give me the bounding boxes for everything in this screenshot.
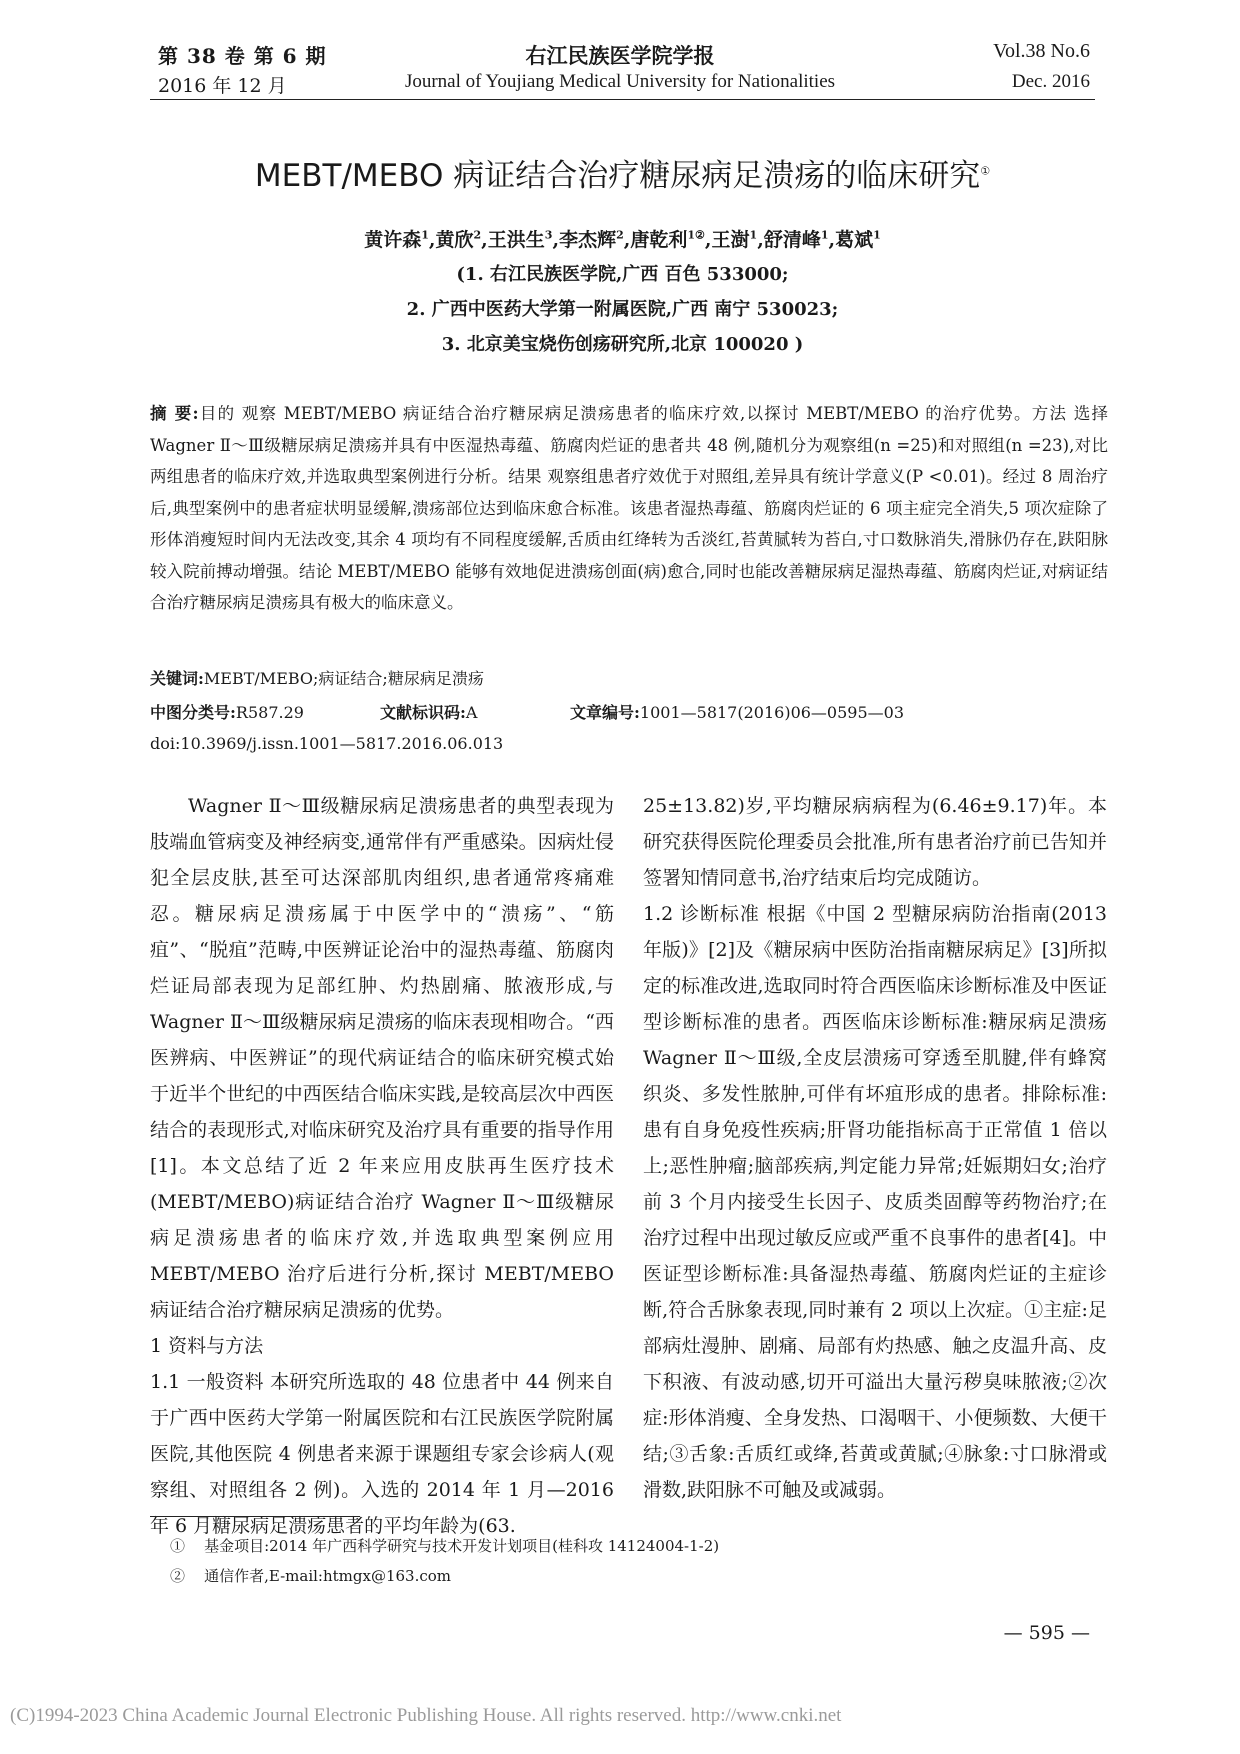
header-volume-en: Vol.38 No.6 bbox=[993, 40, 1090, 62]
keywords-text: MEBT/MEBO;病证结合;糖尿病足溃疡 bbox=[203, 669, 484, 688]
clc-number: 中图分类号:R587.29 bbox=[150, 703, 304, 722]
author: 黄许森$^1$ bbox=[364, 228, 429, 251]
header-date-cn: 2016 年 12 月 bbox=[158, 75, 287, 97]
header-volume-cn: 第 38 卷 第 6 期 bbox=[158, 44, 327, 68]
abstract bbox=[150, 398, 1108, 619]
section-heading: 1 资料与方法 bbox=[150, 1335, 264, 1357]
author: 王洪生$^3$ bbox=[487, 228, 553, 251]
article-title bbox=[150, 150, 1095, 195]
header-journal-cn: 右江民族医学院学报 bbox=[525, 43, 715, 68]
copyright-footer[interactable]: (C)1994-2023 China Academic Journal Electronic Publishing House. All rights reserved. http://www.cnki.net bbox=[10, 1705, 842, 1726]
body-column-left bbox=[150, 788, 614, 1544]
affiliation-3: 3. 北京美宝烧伤创疡研究所,北京 100020 ) bbox=[441, 334, 804, 355]
author: 李杰辉$^2$ bbox=[559, 228, 624, 251]
article-title-text: MEBT/MEBO 病证结合治疗糖尿病足溃疡的临床研究 bbox=[254, 158, 981, 194]
header-date-en: Dec. 2016 bbox=[1011, 71, 1090, 92]
doi: doi:10.3969/j.issn.1001—5817.2016.06.013 bbox=[150, 734, 504, 753]
header-rule bbox=[150, 99, 1095, 100]
author: 葛斌$^1$ bbox=[835, 228, 881, 251]
keywords-label: 关键词: bbox=[150, 669, 204, 688]
affiliation-2: 2. 广西中医药大学第一附属医院,广西 南宁 530023; bbox=[406, 299, 839, 320]
abstract-text: 目的 观察 MEBT/MEBO 病证结合治疗糖尿病足溃疡患者的临床疗效,以探讨 MEBT/MEBO 的治疗优势。方法 选择 Wagner Ⅱ～Ⅲ级糖尿病足溃疡并具有中医湿热毒蕴、筋腐肉烂证的患者共 48 例,随机分为观察组(n =25)和对照组(n =23),对比两组患者的临床疗效,并选取典型案例进行分析。结果 观察组患者疗效优于对照组,差异具有统计学意义(P <0.01)。经过 8 周治疗后,典型案例中的患者症状明显缓解,溃疡部位达到临床愈合标准。该患者湿热毒蕴、筋腐肉烂证的 6 项主症完全消失,5 项次症除了形体消瘦短时间内无法改变,其余 4 项均有不同程度缓解,舌质由红绛转为舌淡红,苔黄腻转为苔白,寸口数脉消失,滑脉仍存在,趺阳脉较入院前搏动增强。结论 MEBT/MEBO 能够有效地促进溃疡创面(病)愈合,同时也能改善糖尿病足湿热毒蕴、筋腐肉烂证,对病证结合治疗糖尿病足溃疡具有极大的临床意义。 bbox=[150, 404, 1108, 612]
article-id: 文章编号:1001—5817(2016)06—0595—03 bbox=[570, 703, 904, 722]
document-code: 文献标识码:A bbox=[380, 703, 478, 722]
page-number: — 595 — bbox=[1003, 1622, 1090, 1644]
affiliation-1: (1. 右江民族医学院,广西 百色 533000; bbox=[456, 264, 789, 285]
body-column-right bbox=[643, 788, 1107, 1508]
header-journal-en: Journal of Youjiang Medical University for Nationalities bbox=[404, 71, 836, 92]
author: 王澍$^1$ bbox=[711, 228, 758, 251]
classification-line bbox=[150, 700, 1108, 723]
author-list: 黄许森$^1$,黄欣$^2$,王洪生$^3$,李杰辉$^2$,唐乾利$^{1②}$,王澍$^1$,舒清峰$^1$,葛斌$^1$ bbox=[364, 228, 881, 251]
footnote-rule bbox=[150, 1516, 360, 1517]
author: 舒清峰$^1$ bbox=[763, 228, 829, 251]
title-footnote-mark: ① bbox=[980, 164, 991, 178]
keywords bbox=[150, 666, 1108, 689]
footnote-funding: ① 基金项目:2014 年广西科学研究与技术开发计划项目(桂科攻 14124004-1-2) bbox=[170, 1537, 720, 1555]
paragraph: 1.1 一般资料 本研究所选取的 48 位患者中 44 例来自于广西中医药大学第一附属医院和右江民族医学院附属医院,其他医院 4 例患者来源于课题组专家会诊病人(观察组、对照组各 2 例)。入选的 2014 年 1 月—2016 年 6 月糖尿病足溃疡患者的平均年龄为(63. bbox=[150, 1371, 614, 1537]
author: 黄欣$^2$ bbox=[435, 228, 482, 251]
paragraph: 25±13.82)岁,平均糖尿病病程为(6.46±9.17)年。本研究获得医院伦理委员会批准,所有患者治疗前已告知并签署知情同意书,治疗结束后均完成随访。 bbox=[643, 795, 1107, 889]
paragraph: 1.2 诊断标准 根据《中国 2 型糖尿病防治指南(2013 年版)》[2]及《糖尿病中医防治指南糖尿病足》[3]所拟定的标准改进,选取同时符合西医临床诊断标准及中医证型诊断标准的患者。西医临床诊断标准:糖尿病足溃疡 Wagner Ⅱ～Ⅲ级,全皮层溃疡可穿透至肌腱,伴有蜂窝织炎、多发性脓肿,可伴有坏疽形成的患者。排除标准:患有自身免疫性疾病;肝肾功能指标高于正常值 1 倍以上;恶性肿瘤;脑部疾病,判定能力异常;妊娠期妇女;治疗前 3 个月内接受生长因子、皮质类固醇等药物治疗;在治疗过程中出现过敏反应或严重不良事件的患者[4]。中医证型诊断标准:具备湿热毒蕴、筋腐肉烂证的主症诊断,符合舌脉象表现,同时兼有 2 项以上次症。①主症:足部病灶漫肿、剧痛、局部有灼热感、触之皮温升高、皮下积液、有波动感,切开可溢出大量污秽臭味脓液;②次症:形体消瘦、全身发热、口渴咽干、小便频数、大便干结;③舌象:舌质红或绛,苔黄或黄腻;④脉象:寸口脉滑或滑数,趺阳脉不可触及或减弱。 bbox=[643, 903, 1107, 1501]
abstract-label: 摘 要: bbox=[150, 404, 199, 423]
author: 唐乾利$^{1②}$ bbox=[630, 228, 705, 251]
paragraph: Wagner Ⅱ～Ⅲ级糖尿病足溃疡患者的典型表现为肢端血管病变及神经病变,通常伴有严重感染。因病灶侵犯全层皮肤,甚至可达深部肌肉组织,患者通常疼痛难忍。糖尿病足溃疡属于中医学中的“溃疡”、“筋疽”、“脱疽”范畴,中医辨证论治中的湿热毒蕴、筋腐肉烂证局部表现为足部红肿、灼热剧痛、脓液形成,与 Wagner Ⅱ～Ⅲ级糖尿病足溃疡的临床表现相吻合。“西医辨病、中医辨证”的现代病证结合的临床研究模式始于近半个世纪的中西医结合临床实践,是较高层次中西医结合的表现形式,对临床研究及治疗具有重要的指导作用[1]。本文总结了近 2 年来应用皮肤再生医疗技术(MEBT/MEBO)病证结合治疗 Wagner Ⅱ～Ⅲ级糖尿病足溃疡患者的临床疗效,并选取典型案例应用 MEBT/MEBO 治疗后进行分析,探讨 MEBT/MEBO 病证结合治疗糖尿病足溃疡的优势。 bbox=[150, 795, 614, 1321]
footnote-correspondence: ② 通信作者,E-mail:htmgx@163.com bbox=[170, 1567, 452, 1585]
